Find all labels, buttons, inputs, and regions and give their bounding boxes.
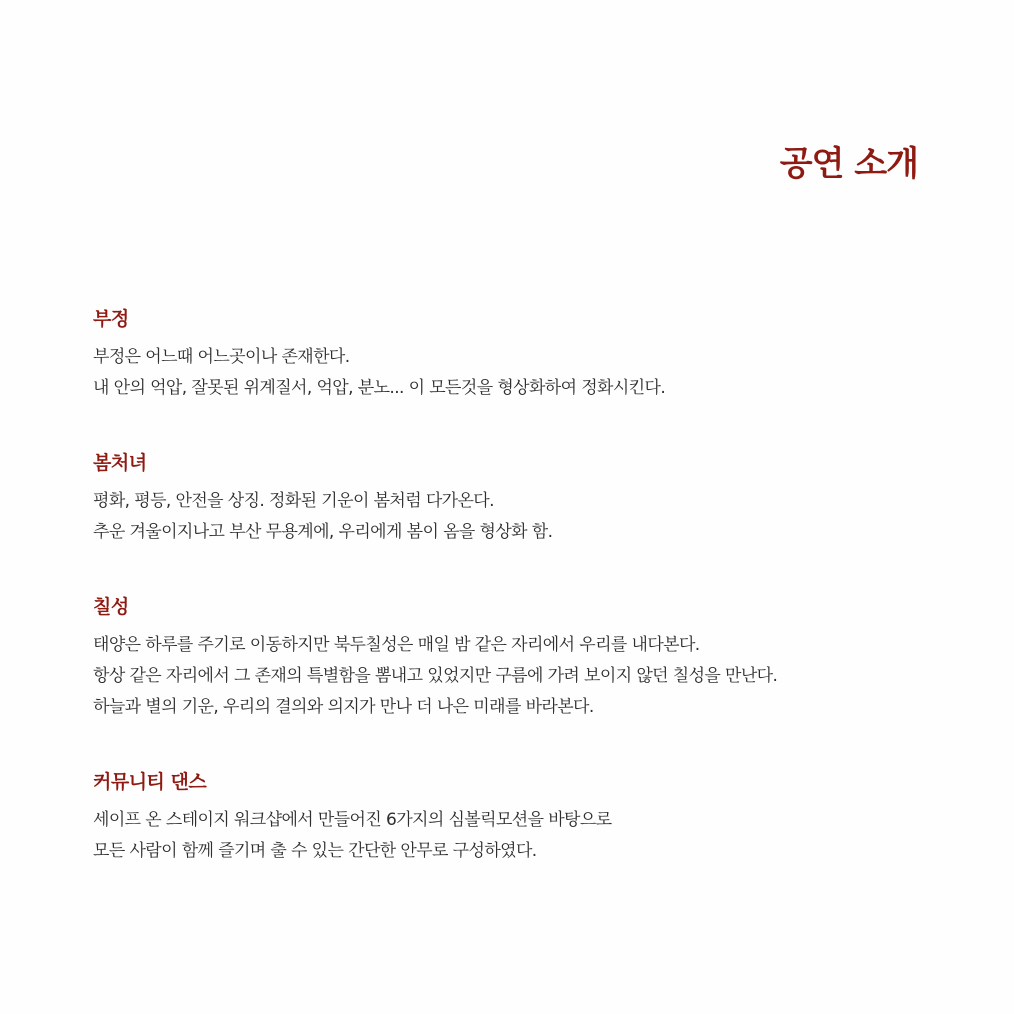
section-list (93, 304, 973, 911)
section-heading: 부정 (93, 308, 129, 330)
section-line: 항상 같은 자리에서 그 존재의 특별함을 뽐내고 있었지만 구름에 가려 보이지 않던 칠성을 만난다. (93, 666, 778, 686)
section-bujeong (93, 304, 973, 404)
section-line: 내 안의 억압, 잘못된 위계질서, 억압, 분노... 이 모든것을 형상화하여 정화시킨다. (93, 378, 666, 398)
section-line: 추운 겨울이지나고 부산 무용계에, 우리에게 봄이 옴을 형상화 함. (93, 522, 553, 542)
section-line: 부정은 어느때 어느곳이나 존재한다. (93, 347, 350, 367)
section-chilseong (93, 592, 973, 723)
page-title: 공연 소개 (779, 144, 918, 184)
section-line: 평화, 평등, 안전을 상징. 정화된 기운이 봄처럼 다가온다. (93, 491, 494, 511)
section-line: 세이프 온 스테이지 워크샵에서 만들어진 6가지의 심볼릭모션을 바탕으로 (93, 810, 612, 830)
section-bomcheonyeo (93, 448, 973, 548)
section-line: 하늘과 별의 기운, 우리의 결의와 의지가 만나 더 나은 미래를 바라본다. (93, 697, 594, 717)
section-line: 모든 사람이 함께 즐기며 출 수 있는 간단한 안무로 구성하였다. (93, 841, 537, 861)
section-heading: 칠성 (93, 596, 129, 618)
section-heading: 커뮤니티 댄스 (93, 771, 207, 793)
section-line: 태양은 하루를 주기로 이동하지만 북두칠성은 매일 밤 같은 자리에서 우리를 내다본다. (93, 635, 700, 655)
section-community-dance (93, 767, 973, 867)
section-heading: 봄처녀 (93, 452, 147, 474)
